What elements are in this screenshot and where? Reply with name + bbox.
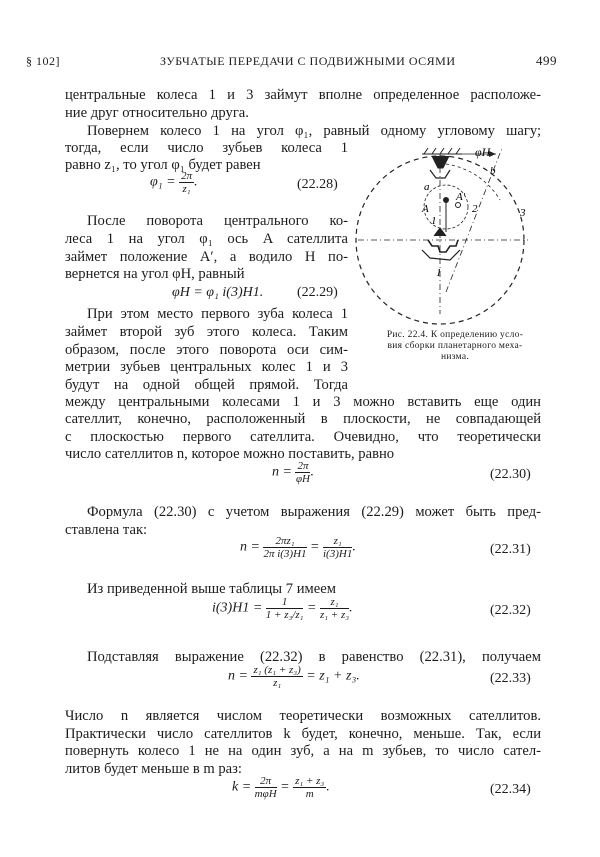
text-line: Число n является числом теоретически возможных сателлитов.: [65, 708, 541, 724]
equation-label: (22.29): [297, 285, 338, 300]
text-line: литов будет меньше в m раз:: [65, 761, 242, 777]
label-3: 3: [520, 207, 526, 219]
text-line: ставлена так:: [65, 522, 148, 538]
text-line: между центральными колесами 1 и 3 можно вставить еще один: [65, 394, 541, 410]
equation-label: (22.28): [297, 177, 338, 192]
figure-caption: Рис. 22.4. К определению усло- вия сборки планетарного меха- низма.: [386, 330, 524, 362]
label-2: 2: [472, 203, 478, 215]
label-A-prime: A′: [456, 191, 466, 203]
page-number: 499: [536, 53, 557, 68]
text-line: метрии зубьев центральных колес 1 и 3: [65, 359, 348, 375]
planetary-mechanism-figure: [350, 132, 546, 337]
equation-22-31: n = $\frac{\text{2πz₁}}{\text{2π i(3)H1}}$ = $\frac{\text{z₁}}{i(3)H1}$ .: [240, 535, 356, 560]
text-line: тогда, если число зубьев колеса 1: [65, 140, 348, 156]
equation-22-32: i(3)H1 = $\frac{1}{\text{1 + z₃/z₁}}$ = $\frac{\text{z₁}}{\text{z₁ + z₃}}$ .: [212, 596, 353, 621]
equation-22-28: φ₁ = $\frac{2\pi}{\text{z₁}}$ .: [150, 170, 198, 195]
text-line: Повернем колесо 1 на угол φ₁, равный одному угловому шагу;: [87, 123, 541, 139]
text-line: с плоскостью первого сателлита. Очевидно, что теоретически: [65, 429, 541, 445]
text-line: повернуть колесо 1 не на один зуб, а на m зубьев, то число сател-: [65, 743, 541, 759]
label-b: b: [490, 165, 496, 177]
section-number: § 102]: [26, 54, 60, 68]
label-1-upper: 1: [431, 215, 437, 227]
top-hatch: [422, 148, 462, 154]
label-A: A: [422, 203, 429, 215]
equation-22-33: n = $\frac{\text{z₁ (z₁ + z₃)}}{\text{z₁}}$ = z₁ + z₃.: [228, 664, 360, 689]
text-line: вернется на угол φH, равный: [65, 266, 245, 282]
equation-22-34: k = $\frac{2\pi}{\text{mφH}}$ = $\frac{\text{z₁ + z₃}}{m}$ .: [232, 775, 330, 800]
running-title: ЗУБЧАТЫЕ ПЕРЕДАЧИ С ПОДВИЖНЫМИ ОСЯМИ: [160, 54, 456, 68]
equation-label: (22.34): [490, 782, 531, 797]
equation-22-29: φH = φ₁ i(3)H1.: [172, 285, 264, 300]
text-line: будут на одной общей прямой. Тогда: [65, 377, 348, 393]
text-line: Практически число сателлитов k будет, конечно, меньше. Так, если: [65, 726, 541, 742]
equation-label: (22.31): [490, 542, 531, 557]
label-a: a: [424, 181, 430, 193]
text-line: При этом место первого зуба колеса 1: [87, 306, 348, 322]
text-line: займет второй зуб этого колеса. Таким: [65, 324, 348, 340]
text-line: Из приведенной выше таблицы 7 имеем: [87, 581, 336, 597]
equation-label: (22.33): [490, 671, 531, 686]
text-line: число сателлитов n, которое можно поставить, равно: [65, 446, 395, 462]
equation-22-30: n = $\frac{2\pi}{\varphi H}$ .: [272, 460, 314, 485]
text-line: займет положение A′, а водило H по-: [65, 249, 348, 265]
central-gear-1: [422, 228, 460, 260]
equation-label: (22.30): [490, 467, 531, 482]
text-line: равно z₁, то угол φ₁ будет равен: [65, 157, 261, 173]
text-line: леса 1 на угол φ₁ ось A сателлита: [65, 231, 348, 247]
text-line: Формула (22.30) с учетом выражения (22.29) может быть пред-: [87, 504, 541, 520]
text-line: образом, после этого поворота оси сим-: [65, 342, 348, 358]
label-phi-h: φH: [475, 145, 491, 159]
text-line: сателлит, конечно, расположенный в плоскости, не совпадающей: [65, 411, 541, 427]
text-line: Подставляя выражение (22.32) в равенство (22.31), получаем: [87, 649, 541, 665]
equation-label: (22.32): [490, 603, 531, 618]
text-line: центральные колеса 1 и 3 займут вполне определенное расположе-: [65, 87, 541, 103]
label-1-lower: 1: [436, 267, 442, 279]
text-line: ние друг относительно друга.: [65, 105, 249, 121]
text-line: После поворота центрального ко-: [87, 213, 348, 229]
